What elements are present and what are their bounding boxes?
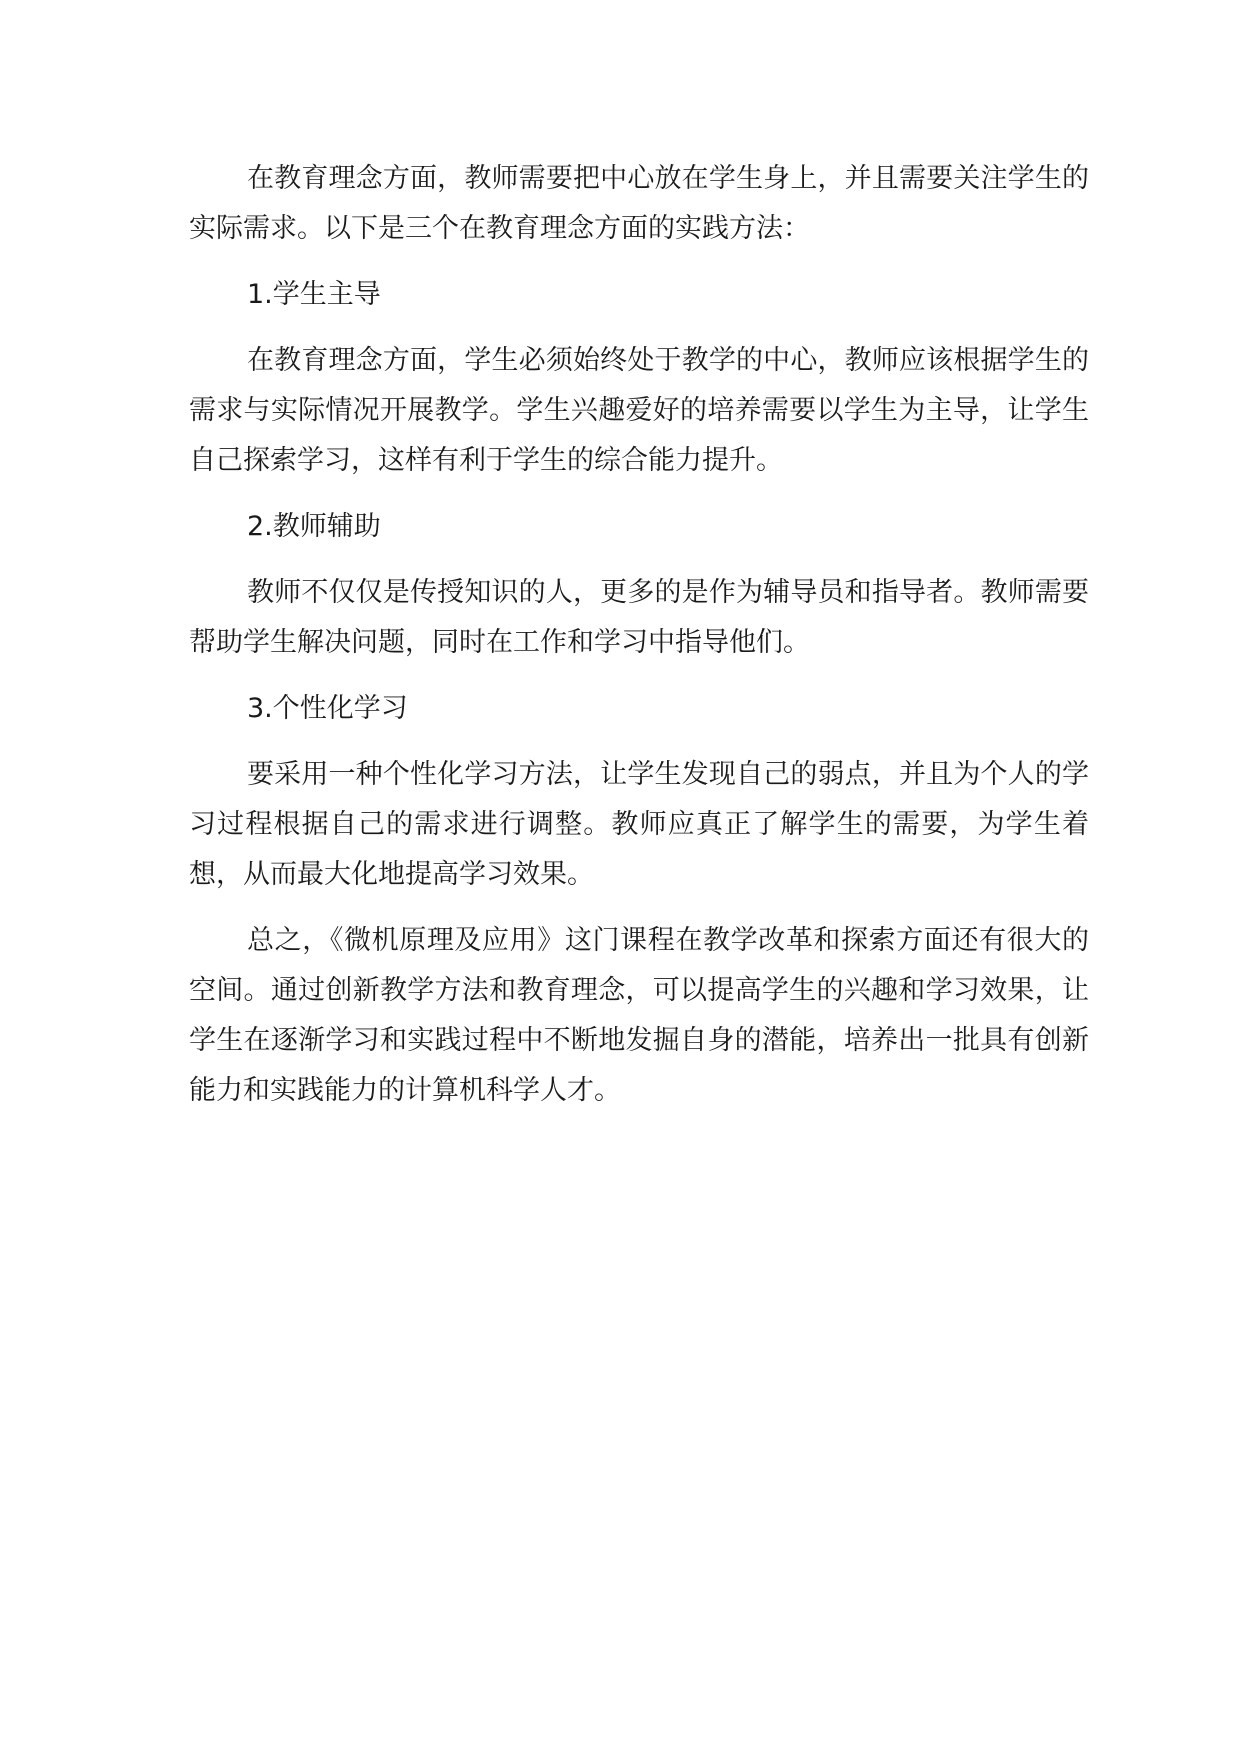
section-heading-teacher-assist: 2.教师辅助 — [247, 511, 381, 542]
document-body — [189, 154, 1089, 1132]
paragraph-conclusion: 总之，《微机原理及应用》这门课程在教学改革和探索方面还有很大的空间。通过创新教学方法和教育理念，可以提高学生的兴趣和学习效果，让学生在逐渐学习和实践过程中不断地发掘自身的潜能，培养出一批具有创新能力和实践能力的计算机科学人才。 — [189, 925, 1089, 1106]
paragraph-student-led: 在教育理念方面，学生必须始终处于教学的中心，教师应该根据学生的需求与实际情况开展教学。学生兴趣爱好的培养需要以学生为主导，让学生自己探索学习，这样有利于学生的综合能力提升。 — [189, 345, 1089, 476]
paragraph-personalized-learning: 要采用一种个性化学习方法，让学生发现自己的弱点，并且为个人的学习过程根据自己的需求进行调整。教师应真正了解学生的需要，为学生着想，从而最大化地提高学习效果。 — [189, 759, 1089, 890]
section-heading-personalized-learning: 3.个性化学习 — [247, 693, 408, 724]
section-heading-student-led: 1.学生主导 — [247, 279, 381, 310]
paragraph-teacher-assist: 教师不仅仅是传授知识的人，更多的是作为辅导员和指导者。教师需要帮助学生解决问题，同时在工作和学习中指导他们。 — [189, 577, 1089, 658]
paragraph-intro: 在教育理念方面，教师需要把中心放在学生身上，并且需要关注学生的实际需求。以下是三个在教育理念方面的实践方法： — [189, 163, 1089, 244]
